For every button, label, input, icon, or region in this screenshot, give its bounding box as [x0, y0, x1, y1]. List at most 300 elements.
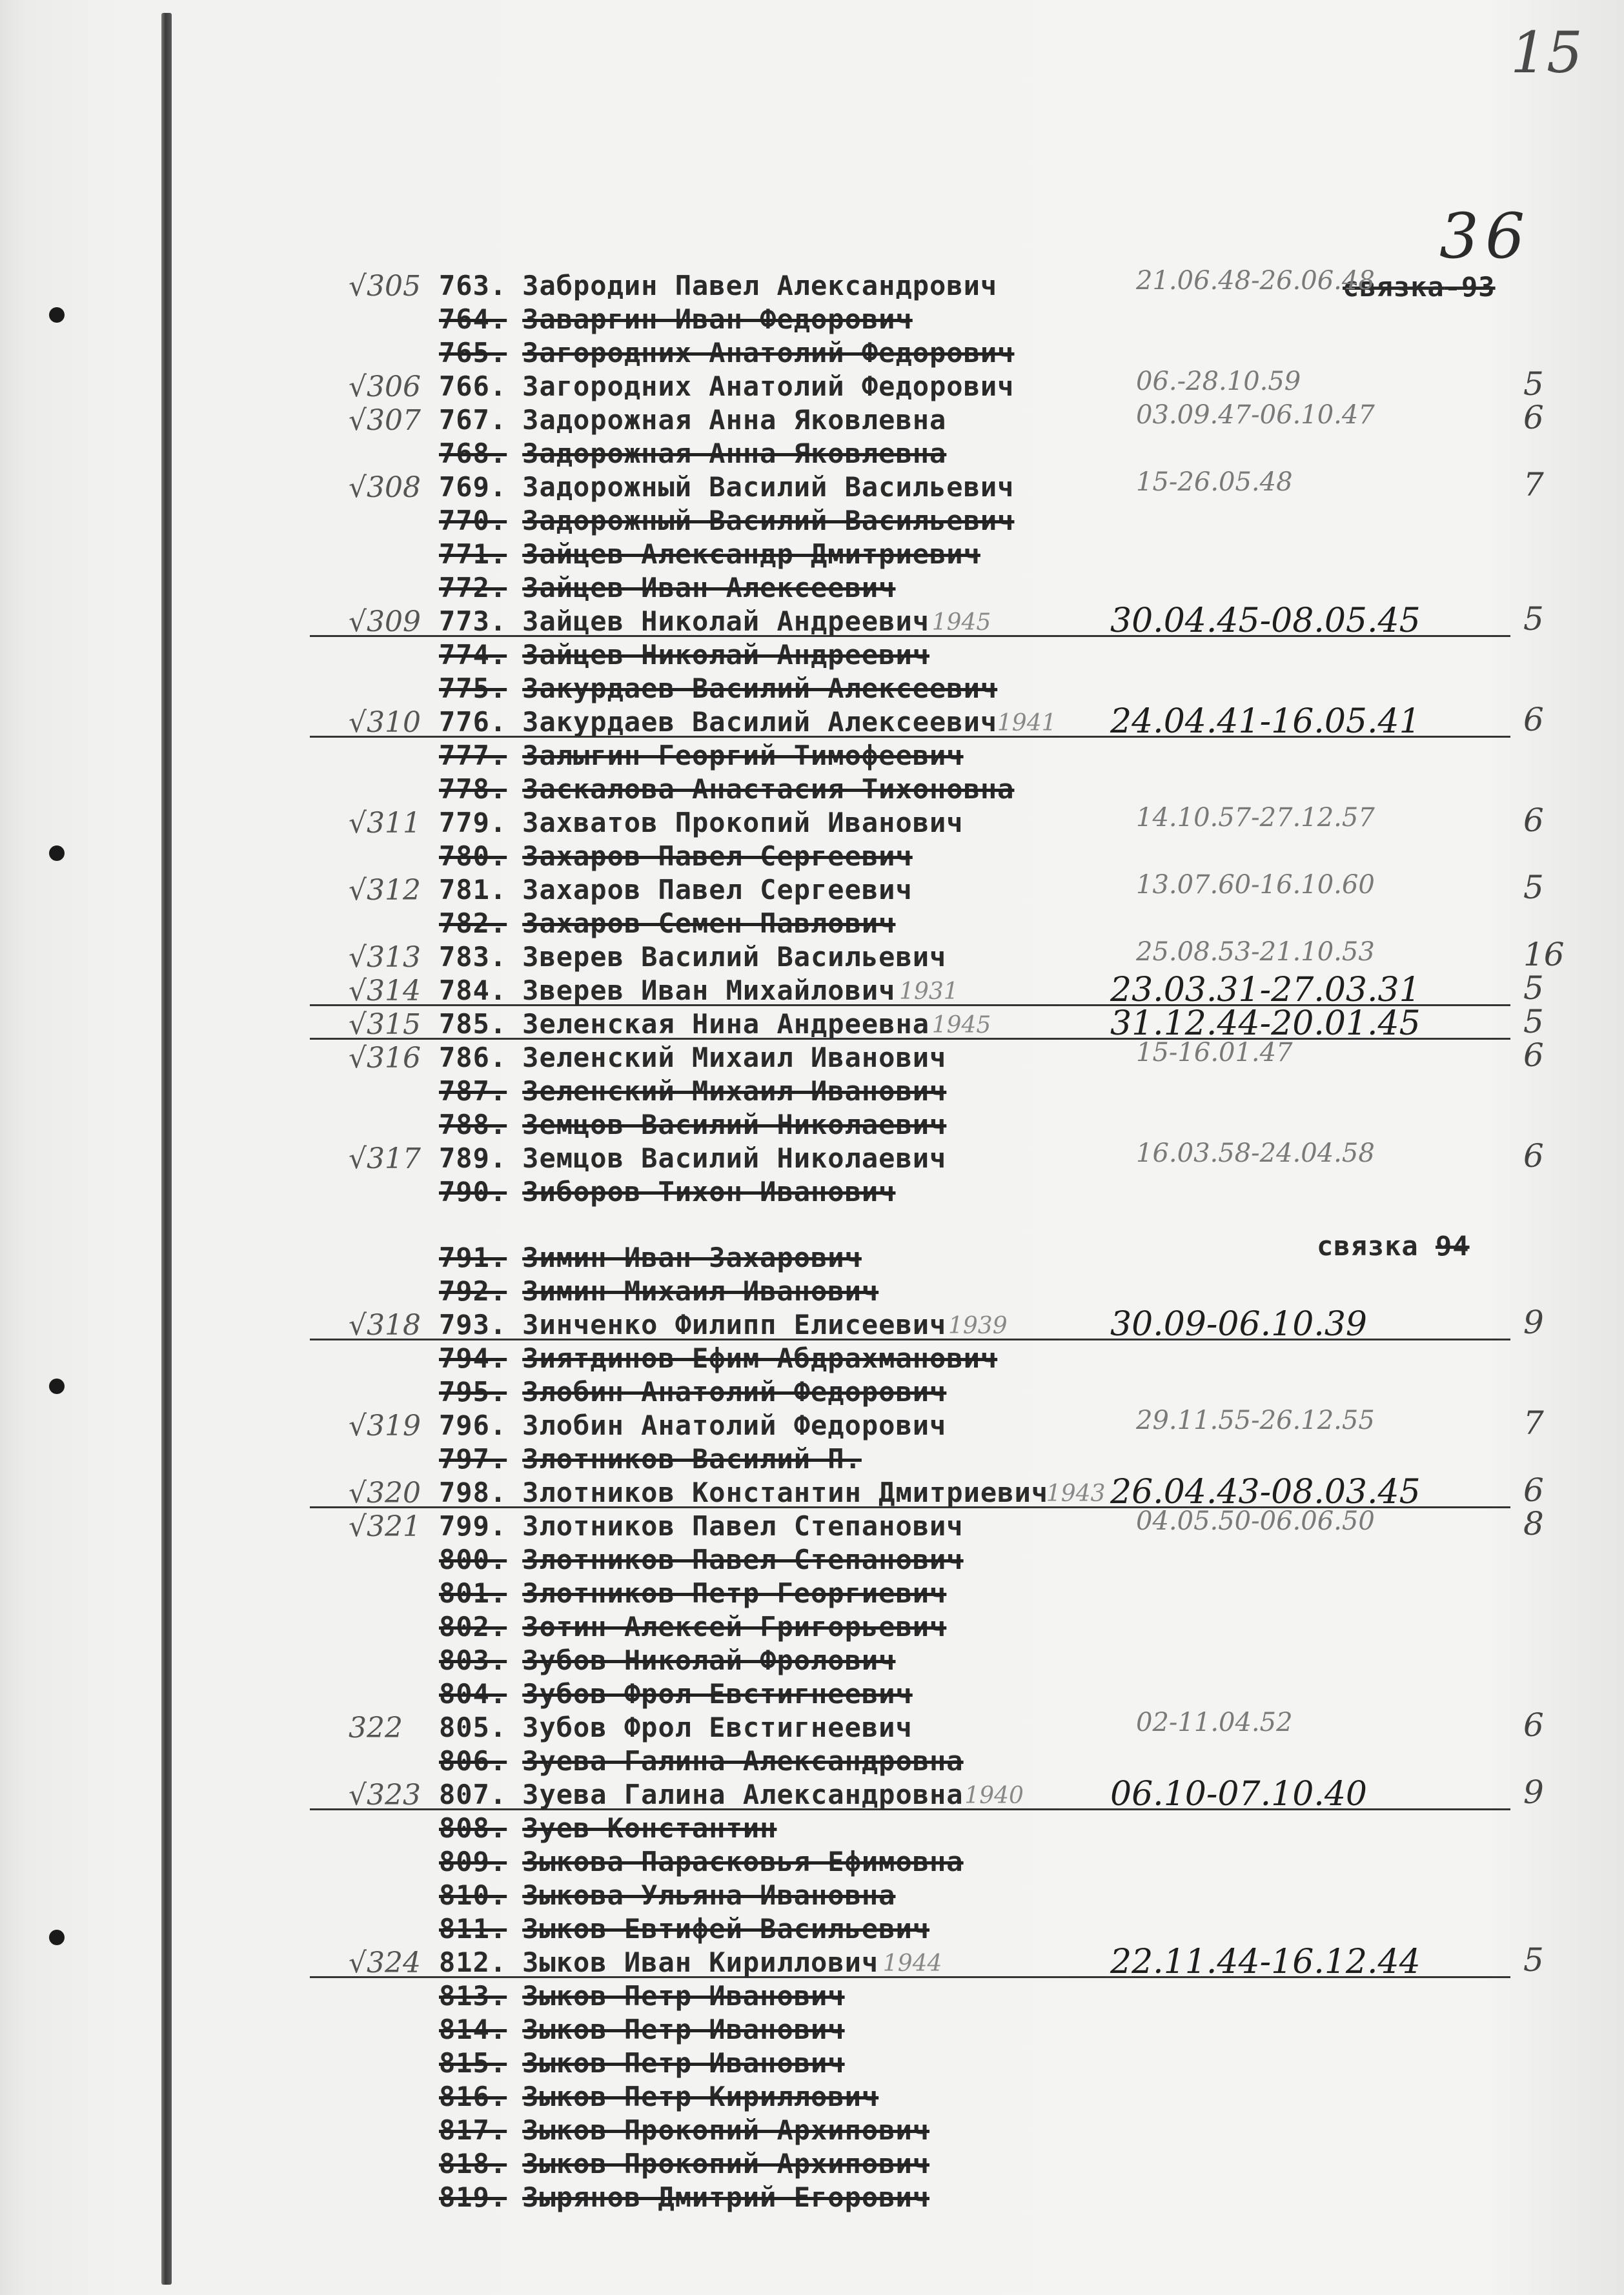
- entry-name: Загородних Анатолий Федорович: [522, 337, 1015, 369]
- entry-text: [439, 1242, 862, 1273]
- leaf-count: 6: [1523, 1471, 1544, 1509]
- bundle-word: связка: [1343, 271, 1445, 303]
- list-item: [0, 1342, 1624, 1375]
- entry-name: Злобин Анатолий Федорович: [522, 1376, 947, 1408]
- checkmark-number: √313: [349, 941, 421, 974]
- checkmark-number: √316: [349, 1042, 421, 1075]
- list-item: [0, 1304, 1624, 1344]
- checkmark-number: √307: [349, 404, 421, 437]
- entry-number: 797.: [439, 1443, 507, 1475]
- checkmark-number: √320: [349, 1477, 421, 1510]
- handwritten-year: 1931: [899, 978, 959, 1005]
- list-item: [0, 337, 1624, 369]
- leaf-count: 5: [1523, 1941, 1544, 1979]
- entry-name: Злотников Василий П.: [522, 1443, 862, 1475]
- entry-name: Закурдаев Василий Алексеевич: [522, 672, 998, 704]
- list-item: [0, 2081, 1624, 2113]
- entry-text: [439, 2148, 929, 2179]
- entry-number: 804.: [439, 1678, 507, 1710]
- entry-name: Злотников Константин Дмитриевич: [522, 1477, 1049, 1508]
- entry-number: 788.: [439, 1109, 507, 1140]
- entry-name: Зиборов Тихон Иванович: [522, 1176, 896, 1208]
- entry-name: Зимин Михаил Иванович: [522, 1275, 879, 1307]
- leaf-count: 6: [1523, 1706, 1544, 1744]
- bundle-number: 93: [1461, 271, 1496, 303]
- entry-text: [439, 1142, 946, 1174]
- entry-number: 803.: [439, 1644, 507, 1676]
- entry-name: Зыков Иван Кириллович: [522, 1946, 879, 1978]
- entry-name: Зиятдинов Ефим Абдрахманович: [522, 1342, 998, 1374]
- entry-name: Зыков Прокопий Архипович: [522, 2148, 930, 2179]
- list-item: [0, 1275, 1624, 1308]
- entry-name: Зеленская Нина Андреевна: [522, 1008, 930, 1040]
- checkmark-number: √318: [349, 1309, 421, 1342]
- entry-number: 791.: [439, 1242, 507, 1273]
- handwritten-dates: 31.12.44-20.01.45: [1110, 1004, 1421, 1043]
- entry-text: [439, 1946, 878, 1978]
- entry-text: [439, 706, 997, 738]
- entry-number: 781.: [439, 874, 507, 905]
- list-item: [0, 505, 1624, 537]
- entry-text: [439, 2047, 845, 2079]
- checkmark-number: √305: [349, 270, 421, 303]
- entry-text: [439, 1042, 946, 1073]
- list-item: [0, 639, 1624, 671]
- list-item: [0, 1404, 1624, 1442]
- entry-text: [439, 1812, 776, 1844]
- checkmark-number: √309: [349, 605, 421, 638]
- entry-text: [439, 1779, 964, 1810]
- entry-number: 770.: [439, 505, 507, 536]
- entry-name: Зыков Евтифей Васильевич: [522, 1913, 930, 1945]
- checkmark-number: √314: [349, 975, 421, 1007]
- checkmark-number: √310: [349, 706, 421, 739]
- list-item: [0, 538, 1624, 571]
- entry-number: 772.: [439, 572, 507, 603]
- list-item: [0, 2114, 1624, 2147]
- entry-name: Забродин Павел Александрович: [522, 270, 998, 301]
- checkmark-number: √308: [349, 471, 421, 504]
- list-item: [0, 969, 1624, 1009]
- entry-number: 811.: [439, 1913, 507, 1945]
- handwritten-dates: 15-16.01.47: [1136, 1038, 1293, 1067]
- entry-text: [439, 1109, 946, 1140]
- entry-name: Захаров Павел Сергеевич: [522, 840, 913, 872]
- entry-number: 805.: [439, 1712, 507, 1743]
- entry-name: Земцов Василий Николаевич: [522, 1109, 947, 1140]
- list-item: [0, 936, 1624, 974]
- list-item: [0, 365, 1624, 403]
- list-item: [0, 672, 1624, 705]
- entry-name: Зыков Петр Иванович: [522, 2047, 845, 2079]
- leaf-count: 16: [1523, 936, 1565, 973]
- handwritten-dates: 22.11.44-16.12.44: [1110, 1943, 1421, 1981]
- entry-text: [439, 2114, 929, 2146]
- entry-name: Земцов Василий Николаевич: [522, 1142, 947, 1174]
- leaf-count: 5: [1523, 600, 1544, 638]
- entry-text: [439, 840, 913, 872]
- entry-name: Зуев Константин: [522, 1812, 777, 1844]
- entry-number: 778.: [439, 773, 507, 805]
- entry-name: Зверев Иван Михайлович: [522, 975, 896, 1006]
- entry-text: [439, 1443, 862, 1475]
- entry-text: [439, 538, 980, 570]
- list-item: [0, 1075, 1624, 1107]
- list-item: [0, 2181, 1624, 2214]
- checkmark-number: √324: [349, 1946, 421, 1979]
- list-item: [0, 266, 1624, 303]
- list-item: [0, 1879, 1624, 1912]
- entry-text: [439, 1913, 929, 1945]
- list-item: [0, 1505, 1624, 1543]
- entry-text: [439, 1176, 895, 1208]
- entry-name: Зайцев Александр Дмитриевич: [522, 538, 980, 570]
- box-number: 36: [1439, 200, 1532, 272]
- entry-name: Задорожный Василий Васильевич: [522, 471, 1015, 503]
- entry-text: [439, 438, 946, 469]
- handwritten-year: 1939: [948, 1313, 1008, 1339]
- entry-name: Злотников Павел Степанович: [522, 1510, 964, 1542]
- entry-number: 813.: [439, 1980, 507, 2012]
- list-item: [0, 1176, 1624, 1208]
- entry-number: 777.: [439, 740, 507, 771]
- entry-name: Зеленский Михаил Иванович: [522, 1042, 947, 1073]
- entry-text: [439, 975, 895, 1006]
- checkmark-number: √315: [349, 1008, 421, 1041]
- list-item: [0, 840, 1624, 873]
- entry-name: Зайцев Николай Андреевич: [522, 639, 930, 671]
- entry-text: [439, 1846, 964, 1877]
- list-item: [0, 773, 1624, 805]
- entry-number: 780.: [439, 840, 507, 872]
- entry-text: [439, 907, 895, 939]
- entry-text: [439, 1510, 964, 1542]
- checkmark-number: √323: [349, 1779, 421, 1812]
- list-item: [0, 2014, 1624, 2046]
- entry-text: [439, 1309, 946, 1340]
- entry-number: 783.: [439, 941, 507, 973]
- entry-number: 799.: [439, 1510, 507, 1542]
- entry-number: 793.: [439, 1309, 507, 1340]
- entry-name: Зыкова Парасковья Ефимовна: [522, 1846, 964, 1877]
- entry-name: Злобин Анатолий Федорович: [522, 1410, 947, 1441]
- entry-name: Зверев Василий Васильевич: [522, 941, 947, 973]
- list-item: [0, 1745, 1624, 1777]
- entry-name: Зеленский Михаил Иванович: [522, 1075, 947, 1107]
- leaf-count: 5: [1523, 365, 1544, 403]
- handwritten-dates: 23.03.31-27.03.31: [1110, 971, 1421, 1009]
- leaf-count: 9: [1523, 1304, 1544, 1341]
- leaf-count: 6: [1523, 1036, 1544, 1074]
- entry-name: Зотин Алексей Григорьевич: [522, 1611, 947, 1643]
- entry-text: [439, 672, 997, 704]
- entry-name: Залыгин Георгий Тимофеевич: [522, 740, 964, 771]
- list-item: [0, 1003, 1624, 1043]
- entry-text: [439, 270, 997, 301]
- entry-text: [439, 773, 1014, 805]
- entry-name: Зуева Галина Александровна: [522, 1745, 964, 1777]
- entry-name: Зимин Иван Захарович: [522, 1242, 862, 1273]
- entry-text: [439, 807, 964, 838]
- handwritten-dates: 29.11.55-26.12.55: [1136, 1406, 1375, 1435]
- entry-number: 767.: [439, 404, 507, 436]
- entry-name: Задорожная Анна Яковлевна: [522, 404, 947, 436]
- entry-number: 818.: [439, 2148, 507, 2179]
- leaf-count: 7: [1523, 466, 1544, 503]
- entry-name: Зуева Галина Александровна: [522, 1779, 964, 1810]
- entry-text: [439, 941, 946, 973]
- entry-name: Зыкова Ульяна Ивановна: [522, 1879, 896, 1911]
- entry-number: 784.: [439, 975, 507, 1006]
- list-item: [0, 399, 1624, 437]
- entry-name: Захаров Павел Сергеевич: [522, 874, 913, 905]
- list-item: [0, 802, 1624, 840]
- entry-name: Зырянов Дмитрий Егорович: [522, 2181, 930, 2213]
- entry-number: 807.: [439, 1779, 507, 1810]
- bundle-number: 94: [1436, 1230, 1470, 1262]
- entry-number: 763.: [439, 270, 507, 301]
- list-item: [0, 1913, 1624, 1945]
- entry-text: [439, 2014, 845, 2045]
- handwritten-dates: 04.05.50-06.06.50: [1136, 1506, 1375, 1536]
- entry-number: 769.: [439, 471, 507, 503]
- list-item: [0, 1137, 1624, 1175]
- list-item: [0, 572, 1624, 604]
- list-item: [0, 1941, 1624, 1981]
- entry-text: [439, 337, 1014, 369]
- handwritten-year: 1941: [997, 710, 1057, 736]
- list-item: [0, 907, 1624, 940]
- entry-number: 790.: [439, 1176, 507, 1208]
- entry-name: Задорожный Василий Васильевич: [522, 505, 1015, 536]
- entry-number: 792.: [439, 1275, 507, 1307]
- entry-name: Загородних Анатолий Федорович: [522, 370, 1015, 402]
- entry-name: Задорожная Анна Яковлевна: [522, 438, 947, 469]
- list-item: [0, 740, 1624, 772]
- entry-number: 768.: [439, 438, 507, 469]
- list-item: [0, 466, 1624, 504]
- entry-text: [439, 1410, 946, 1441]
- handwritten-dates: 03.09.47-06.10.47: [1136, 400, 1375, 430]
- entry-text: [439, 1712, 913, 1743]
- entry-number: 816.: [439, 2081, 507, 2112]
- entry-number: 786.: [439, 1042, 507, 1073]
- leaf-count: 5: [1523, 969, 1544, 1007]
- entry-text: [439, 1611, 946, 1643]
- entry-text: [439, 1644, 895, 1676]
- entry-name: Зыков Петр Кириллович: [522, 2081, 879, 2112]
- leaf-count: 9: [1523, 1774, 1544, 1811]
- entry-text: [439, 1477, 1048, 1508]
- entry-text: [439, 370, 1014, 402]
- entry-number: 801.: [439, 1577, 507, 1609]
- entry-number: 819.: [439, 2181, 507, 2213]
- entry-number: 774.: [439, 639, 507, 671]
- checkmark-number: √317: [349, 1142, 421, 1175]
- entry-number: 798.: [439, 1477, 507, 1508]
- entry-name: Злотников Павел Степанович: [522, 1544, 964, 1575]
- handwritten-dates: 24.04.41-16.05.41: [1110, 702, 1421, 741]
- entry-name: Злотников Петр Георгиевич: [522, 1577, 947, 1609]
- handwritten-dates: 25.08.53-21.10.53: [1136, 937, 1375, 967]
- handwritten-dates: 14.10.57-27.12.57: [1136, 803, 1375, 833]
- entry-name: Захватов Прокопий Иванович: [522, 807, 964, 838]
- entry-text: [439, 1275, 878, 1307]
- leaf-count: 6: [1523, 399, 1544, 436]
- entry-number: 806.: [439, 1745, 507, 1777]
- entry-name: Зубов Николай Фролович: [522, 1644, 896, 1676]
- entry-name: Зайцев Иван Алексеевич: [522, 572, 896, 603]
- entry-text: [439, 1342, 997, 1374]
- entry-number: 815.: [439, 2047, 507, 2079]
- entry-number: 765.: [439, 337, 507, 369]
- entry-text: [439, 1008, 929, 1040]
- page-number: 15: [1510, 19, 1583, 86]
- entry-name: Зайцев Николай Андреевич: [522, 605, 930, 637]
- checkmark-number: √321: [349, 1510, 421, 1543]
- entry-text: [439, 740, 964, 771]
- entry-name: Зинченко Филипп Елисеевич: [522, 1309, 947, 1340]
- handwritten-dates: 06.-28.10.59: [1136, 367, 1301, 396]
- entry-text: [439, 2181, 929, 2213]
- handwritten-dates: 30.09-06.10.39: [1110, 1305, 1367, 1344]
- entry-name: Зубов Фрол Евстигнеевич: [522, 1712, 913, 1743]
- list-item: [0, 1577, 1624, 1610]
- leaf-count: 5: [1523, 869, 1544, 906]
- list-item: [0, 1846, 1624, 1878]
- entry-number: 800.: [439, 1544, 507, 1575]
- handwritten-dates: 02-11.04.52: [1136, 1708, 1293, 1737]
- entry-number: 808.: [439, 1812, 507, 1844]
- entry-number: 802.: [439, 1611, 507, 1643]
- entry-text: [439, 1577, 946, 1609]
- entry-number: 776.: [439, 706, 507, 738]
- entry-number: 771.: [439, 538, 507, 570]
- handwritten-dates: 06.10-07.10.40: [1110, 1775, 1367, 1814]
- entry-number: 773.: [439, 605, 507, 637]
- list-item: [0, 2047, 1624, 2079]
- entry-number: 779.: [439, 807, 507, 838]
- list-item: [0, 1036, 1624, 1075]
- entry-text: [439, 639, 929, 671]
- leaf-count: 6: [1523, 802, 1544, 839]
- entry-number: 794.: [439, 1342, 507, 1374]
- list-item: [0, 1706, 1624, 1744]
- handwritten-year: 1945: [931, 609, 991, 636]
- list-item: [0, 1109, 1624, 1141]
- list-item: [0, 1471, 1624, 1511]
- handwritten-dates: 26.04.43-08.03.45: [1110, 1473, 1421, 1511]
- entry-name: Заваргин Иван Федорович: [522, 303, 913, 335]
- entry-text: [439, 1980, 845, 2012]
- entry-text: [439, 2081, 878, 2112]
- entry-number: 764.: [439, 303, 507, 335]
- entry-number: 795.: [439, 1376, 507, 1408]
- entry-number: 789.: [439, 1142, 507, 1174]
- handwritten-dates: 30.04.45-08.05.45: [1110, 602, 1421, 640]
- list-item: [0, 1644, 1624, 1677]
- entry-number: 809.: [439, 1846, 507, 1877]
- entry-number: 785.: [439, 1008, 507, 1040]
- entry-text: [439, 1745, 964, 1777]
- list-item: [0, 303, 1624, 336]
- leaf-count: 6: [1523, 1137, 1544, 1175]
- entry-text: [439, 874, 913, 905]
- leaf-count: 7: [1523, 1404, 1544, 1442]
- entry-text: [439, 471, 1014, 503]
- handwritten-dates: 16.03.58-24.04.58: [1136, 1138, 1375, 1168]
- entry-number: 782.: [439, 907, 507, 939]
- entry-number: 796.: [439, 1410, 507, 1441]
- bundle-word: связка: [1317, 1230, 1419, 1262]
- entry-name: Зыков Прокопий Архипович: [522, 2114, 930, 2146]
- entry-text: [439, 1376, 946, 1408]
- list-item: [0, 438, 1624, 470]
- entry-text: [439, 605, 929, 637]
- list-item: [0, 701, 1624, 741]
- entry-number: 817.: [439, 2114, 507, 2146]
- list-item: [0, 1812, 1624, 1845]
- entry-text: [439, 1678, 913, 1710]
- list-item: [0, 1774, 1624, 1814]
- list-item: [0, 600, 1624, 640]
- list-item: [0, 1678, 1624, 1710]
- leaf-count: 5: [1523, 1003, 1544, 1040]
- entry-text: [439, 1075, 946, 1107]
- entry-text: [439, 572, 895, 603]
- handwritten-year: 1940: [964, 1783, 1024, 1809]
- list-item: [0, 1611, 1624, 1643]
- checkmark-number: √312: [349, 874, 421, 907]
- entry-text: [439, 1544, 964, 1575]
- list-item: [0, 1980, 1624, 2012]
- checkmark-number: √319: [349, 1410, 421, 1442]
- entry-name: Зыков Петр Иванович: [522, 2014, 845, 2045]
- entry-number: 775.: [439, 672, 507, 704]
- list-item: [0, 1242, 1624, 1274]
- list-item: [0, 2148, 1624, 2180]
- entry-number: 766.: [439, 370, 507, 402]
- checkmark-number: 322: [349, 1712, 403, 1744]
- list-item: [0, 869, 1624, 907]
- entry-text: [439, 303, 913, 335]
- entry-name: Зубов Фрол Евстигнеевич: [522, 1678, 913, 1710]
- handwritten-dates: 15-26.05.48: [1136, 467, 1293, 497]
- handwritten-year: 1944: [882, 1950, 942, 1977]
- entry-name: Заскалова Анастасия Тихоновна: [522, 773, 1015, 805]
- entry-text: [439, 404, 946, 436]
- leaf-count: 8: [1523, 1505, 1544, 1542]
- entry-number: 787.: [439, 1075, 507, 1107]
- entry-text: [439, 1879, 895, 1911]
- handwritten-year: 1945: [931, 1012, 991, 1038]
- entry-name: Зыков Петр Иванович: [522, 1980, 845, 2012]
- entry-number: 812.: [439, 1946, 507, 1978]
- entry-number: 814.: [439, 2014, 507, 2045]
- entry-name: Захаров Семен Павлович: [522, 907, 896, 939]
- entry-name: Закурдаев Василий Алексеевич: [522, 706, 998, 738]
- checkmark-number: √306: [349, 370, 421, 403]
- handwritten-year: 1943: [1046, 1481, 1106, 1507]
- bundle-label: связка-93: [1343, 271, 1496, 303]
- entry-number: 810.: [439, 1879, 507, 1911]
- handwritten-dates: 13.07.60-16.10.60: [1136, 870, 1375, 900]
- leaf-count: 6: [1523, 701, 1544, 738]
- handwritten-dates: 21.06.48-26.06.48: [1136, 266, 1375, 296]
- list-item: [0, 1376, 1624, 1408]
- checkmark-number: √311: [349, 807, 421, 840]
- list-item: [0, 1443, 1624, 1475]
